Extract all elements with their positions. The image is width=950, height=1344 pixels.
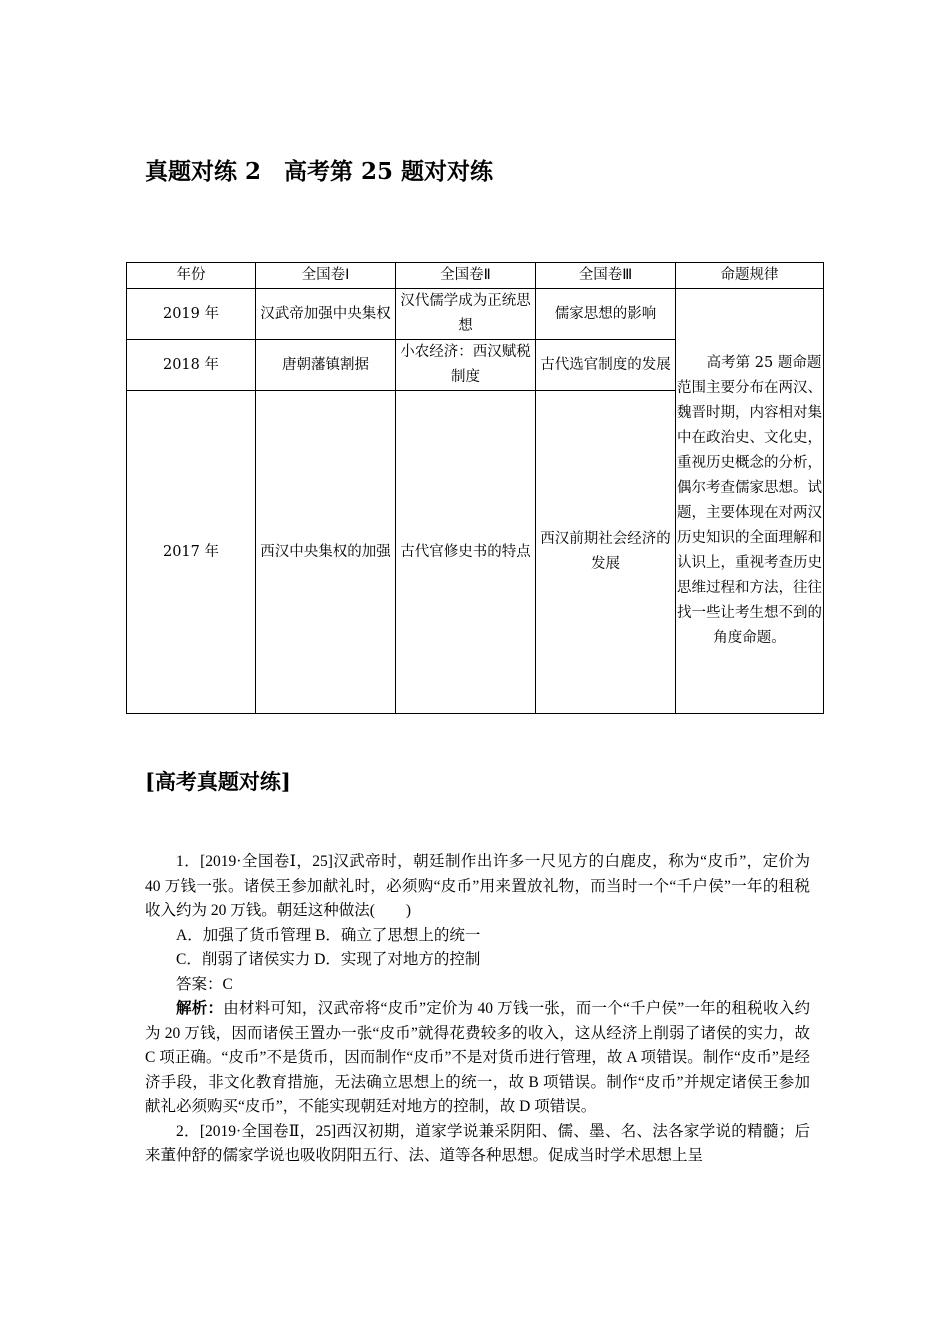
summary-table [126, 262, 824, 714]
question-1-options-ab: A．加强了货币管理 B．确立了思想上的统一 [176, 926, 481, 944]
table-header-row [127, 263, 824, 289]
question-1-options-cd: C．削弱了诸侯实力 D．实现了对地方的控制 [176, 951, 481, 968]
year-cell: 2018 年 [127, 340, 256, 391]
question-1-stem: 1．[2019·全国卷Ⅰ，25]汉武帝时，朝廷制作出许多一尺见方的白鹿皮，称为“皮币”，定价为 40 万钱一张。诸侯王参加献礼时，必须购“皮币”用来置放礼物，而当时一个“千户侯”一年的租税收入约为 20 万钱。朝廷这种做法( ) [145, 853, 810, 919]
question-2-stem: 2．[2019·全国卷Ⅱ，25]西汉初期，道家学说兼采阴阳、儒、墨、名、法各家学说的精髓；后来董仲舒的儒家学说也吸收阴阳五行、法、道等各种思想。促成当时学术思想上呈 [145, 1122, 810, 1164]
analysis-text: 由材料可知，汉武帝将“皮币”定价为 40 万钱一张，而一个“千户侯”一年的租税收入约为 20 万钱，因而诸侯王置办一张“皮币”就得花费较多的收入，这从经济上削弱了诸侯的实力，故 C 项正确。“皮币”不是货币，因而制作“皮币”不是对货币进行管理，故 A 项错误。制作“皮币”是经济手段，非文化教育措施，无法确立思想上的统一，故 B 项错误。制作“皮币”并规定诸侯王参加献礼必须购买“皮币”，不能实现朝廷对地方的控制，故 D 项错误。 [145, 1000, 810, 1115]
paper-3-cell: 古代选官制度的发展 [536, 340, 676, 391]
question-1-answer: 答案：C [176, 975, 233, 993]
header-rule: 命题规律 [676, 263, 824, 289]
header-paper-1: 全国卷Ⅰ [256, 263, 396, 289]
analysis-label: 解析： [176, 1000, 224, 1017]
header-paper-2: 全国卷Ⅱ [396, 263, 536, 289]
table-row [127, 289, 824, 340]
page-title: 真题对练 2 高考第 25 题对对练 [145, 158, 494, 185]
paper-1-cell: 汉武帝加强中央集权 [256, 289, 396, 340]
paper-3-cell: 儒家思想的影响 [536, 289, 676, 340]
year-cell: 2019 年 [127, 289, 256, 340]
header-paper-3: 全国卷Ⅲ [536, 263, 676, 289]
header-year: 年份 [127, 263, 256, 289]
paper-1-cell: 唐朝藩镇割据 [256, 340, 396, 391]
paper-2-cell: 小农经济：西汉赋税制度 [396, 340, 536, 391]
paper-1-cell: 西汉中央集权的加强 [256, 391, 396, 714]
year-cell: 2017 年 [127, 391, 256, 714]
rule-cell: 高考第 25 题命题范围主要分布在两汉、魏晋时期，内容相对集中在政治史、文化史，重视历史概念的分析，偶尔考查儒家思想。试题，主要体现在对两汉历史知识的全面理解和认识上，重视考查历史思维过程和方法，往往找一些让考生想不到的角度命题。 [676, 289, 824, 714]
questions [145, 850, 810, 1169]
paper-2-cell: 古代官修史书的特点 [396, 391, 536, 714]
section-heading: [高考真题对练] [145, 769, 291, 794]
paper-3-cell: 西汉前期社会经济的发展 [536, 391, 676, 714]
paper-2-cell: 汉代儒学成为正统思想 [396, 289, 536, 340]
question-1-analysis [145, 997, 810, 1120]
